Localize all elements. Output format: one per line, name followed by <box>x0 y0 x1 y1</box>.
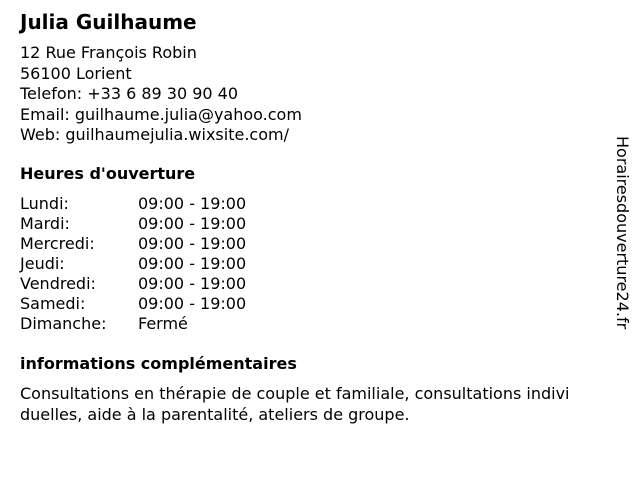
day-label: Mercredi: <box>20 234 95 253</box>
time-value: 09:00 - 19:00 <box>138 214 247 233</box>
time-value: 09:00 - 19:00 <box>138 254 247 273</box>
day-label: Lundi: <box>20 194 69 213</box>
email-address: Email: guilhaume.julia@yahoo.com <box>20 104 302 124</box>
time-value: 09:00 - 19:00 <box>138 294 247 313</box>
business-name: Julia Guilhaume <box>20 10 197 34</box>
time-value: 09:00 - 19:00 <box>138 274 247 293</box>
additional-info-heading: informations complémentaires <box>20 354 297 373</box>
time-value: Fermé <box>138 314 188 333</box>
day-label: Samedi: <box>20 294 86 313</box>
website-url: Web: guilhaumejulia.wixsite.com/ <box>20 125 289 144</box>
address-city: 56100 Lorient <box>20 63 132 83</box>
additional-info-text <box>20 384 620 425</box>
opening-hours-heading: Heures d'ouverture <box>20 164 196 183</box>
day-label: Jeudi: <box>20 254 65 273</box>
site-watermark: Horairesdouverture24.fr <box>613 136 632 330</box>
day-label: Dimanche: <box>20 314 107 333</box>
info-line: duelles, aide à la parentalité, ateliers de groupe. <box>20 404 410 424</box>
phone-number: Telefon: +33 6 89 30 90 40 <box>20 84 239 103</box>
contact-block <box>20 43 302 146</box>
time-value: 09:00 - 19:00 <box>138 234 247 253</box>
info-line: Consultations en thérapie de couple et familiale, consultations indivi <box>20 384 570 403</box>
time-value: 09:00 - 19:00 <box>138 194 247 213</box>
day-label: Vendredi: <box>20 274 96 293</box>
address-street: 12 Rue François Robin <box>20 43 197 62</box>
day-label: Mardi: <box>20 214 70 233</box>
